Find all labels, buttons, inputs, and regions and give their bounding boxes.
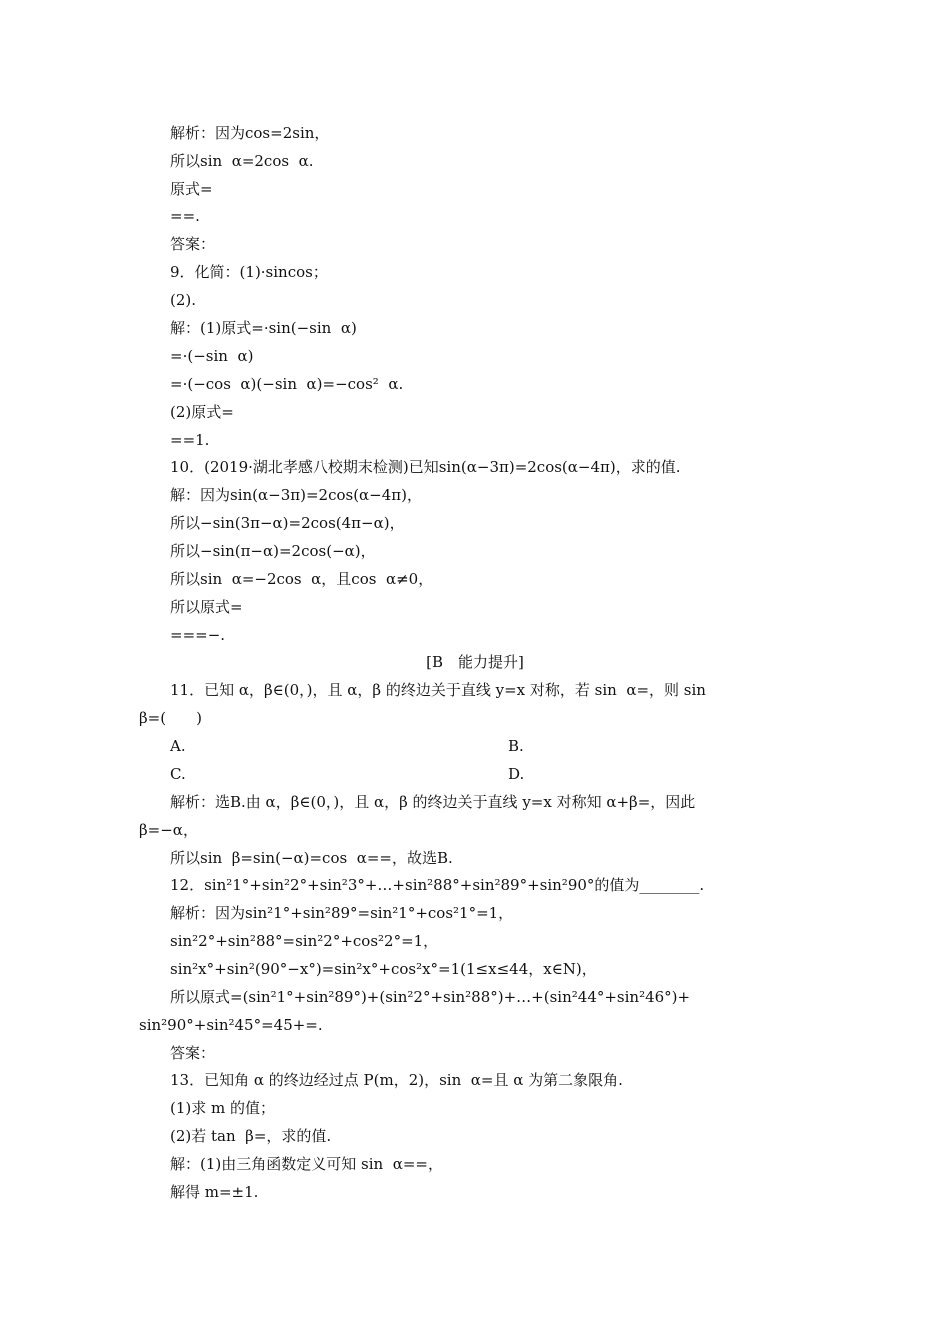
text-line: 答案： [170,1044,216,1062]
question-9: 9．化简：(1)·sincos； [170,263,328,281]
option-b: B. [508,737,524,755]
option-d: D. [508,765,525,783]
text-line: 所以−sin(3π−α)=2cos(4π−α)， [170,514,405,532]
text-line: β=−α， [139,821,198,839]
text-line: 解析：选B.由 α，β∈(0，)，且 α，β 的终边关于直线 y=x 对称知 α+β=，因此 [170,793,696,811]
text-line: β=( ) [139,709,202,727]
text-line: (2)若 tan β=，求的值. [170,1127,332,1145]
text-line: 解：(1)由三角函数定义可知 sin α==， [170,1155,443,1173]
question-12: 12．sin²1°+sin²2°+sin²3°+…+sin²88°+sin²89°+sin²90°的值为________. [170,876,705,894]
question-10: 10．(2019·湖北孝感八校期末检测)已知sin(α−3π)=2cos(α−4π)，求的值. [170,458,681,476]
text-line: 答案： [170,235,216,253]
text-line: 解得 m=±1. [170,1183,259,1201]
text-line: 所以原式=(sin²1°+sin²89°)+(sin²2°+sin²88°)+…+(sin²44°+sin²46°)+ [170,988,691,1006]
text-line: ===−. [170,626,226,644]
question-13: 13．已知角 α 的终边经过点 P(m，2)，sin α=且 α 为第二象限角. [170,1071,623,1089]
text-line: 解：(1)原式=·sin(−sin α) [170,319,357,337]
text-line: sin²2°+sin²88°=sin²2°+cos²2°=1， [170,932,439,950]
text-line: 所以−sin(π−α)=2cos(−α)， [170,542,376,560]
text-line: 解析：因为sin²1°+sin²89°=sin²1°+cos²1°=1， [170,904,514,922]
text-line: =·(−cos α)(−sin α)=−cos² α. [170,375,404,393]
text-line: sin²90°+sin²45°=45+=. [139,1016,323,1034]
text-line: =·(−sin α) [170,347,254,365]
text-line: 所以sin α=2cos α. [170,152,314,170]
text-line: sin²x°+sin²(90°−x°)=sin²x°+cos²x°=1(1≤x≤44，x∈N)， [170,960,597,978]
text-line: (2). [170,291,197,309]
option-a: A. [170,737,186,755]
text-line: (1)求 m 的值； [170,1099,276,1117]
text-line: 所以原式= [170,598,243,616]
question-11: 11．已知 α，β∈(0，)，且 α，β 的终边关于直线 y=x 对称，若 sin α=，则 sin [170,681,706,699]
text-line: 解析：因为cos=2sin， [170,124,330,142]
text-line: ==1. [170,431,210,449]
text-line: 解：因为sin(α−3π)=2cos(α−4π)， [170,486,423,504]
text-line: (2)原式= [170,403,234,421]
option-c: C. [170,765,186,783]
text-line: ==. [170,207,200,225]
section-heading: [B 能力提升] [426,653,524,671]
text-line: 所以sin α=−2cos α，且cos α≠0， [170,570,434,588]
text-line: 原式= [170,180,213,198]
text-line: 所以sin β=sin(−α)=cos α==，故选B. [170,849,453,867]
